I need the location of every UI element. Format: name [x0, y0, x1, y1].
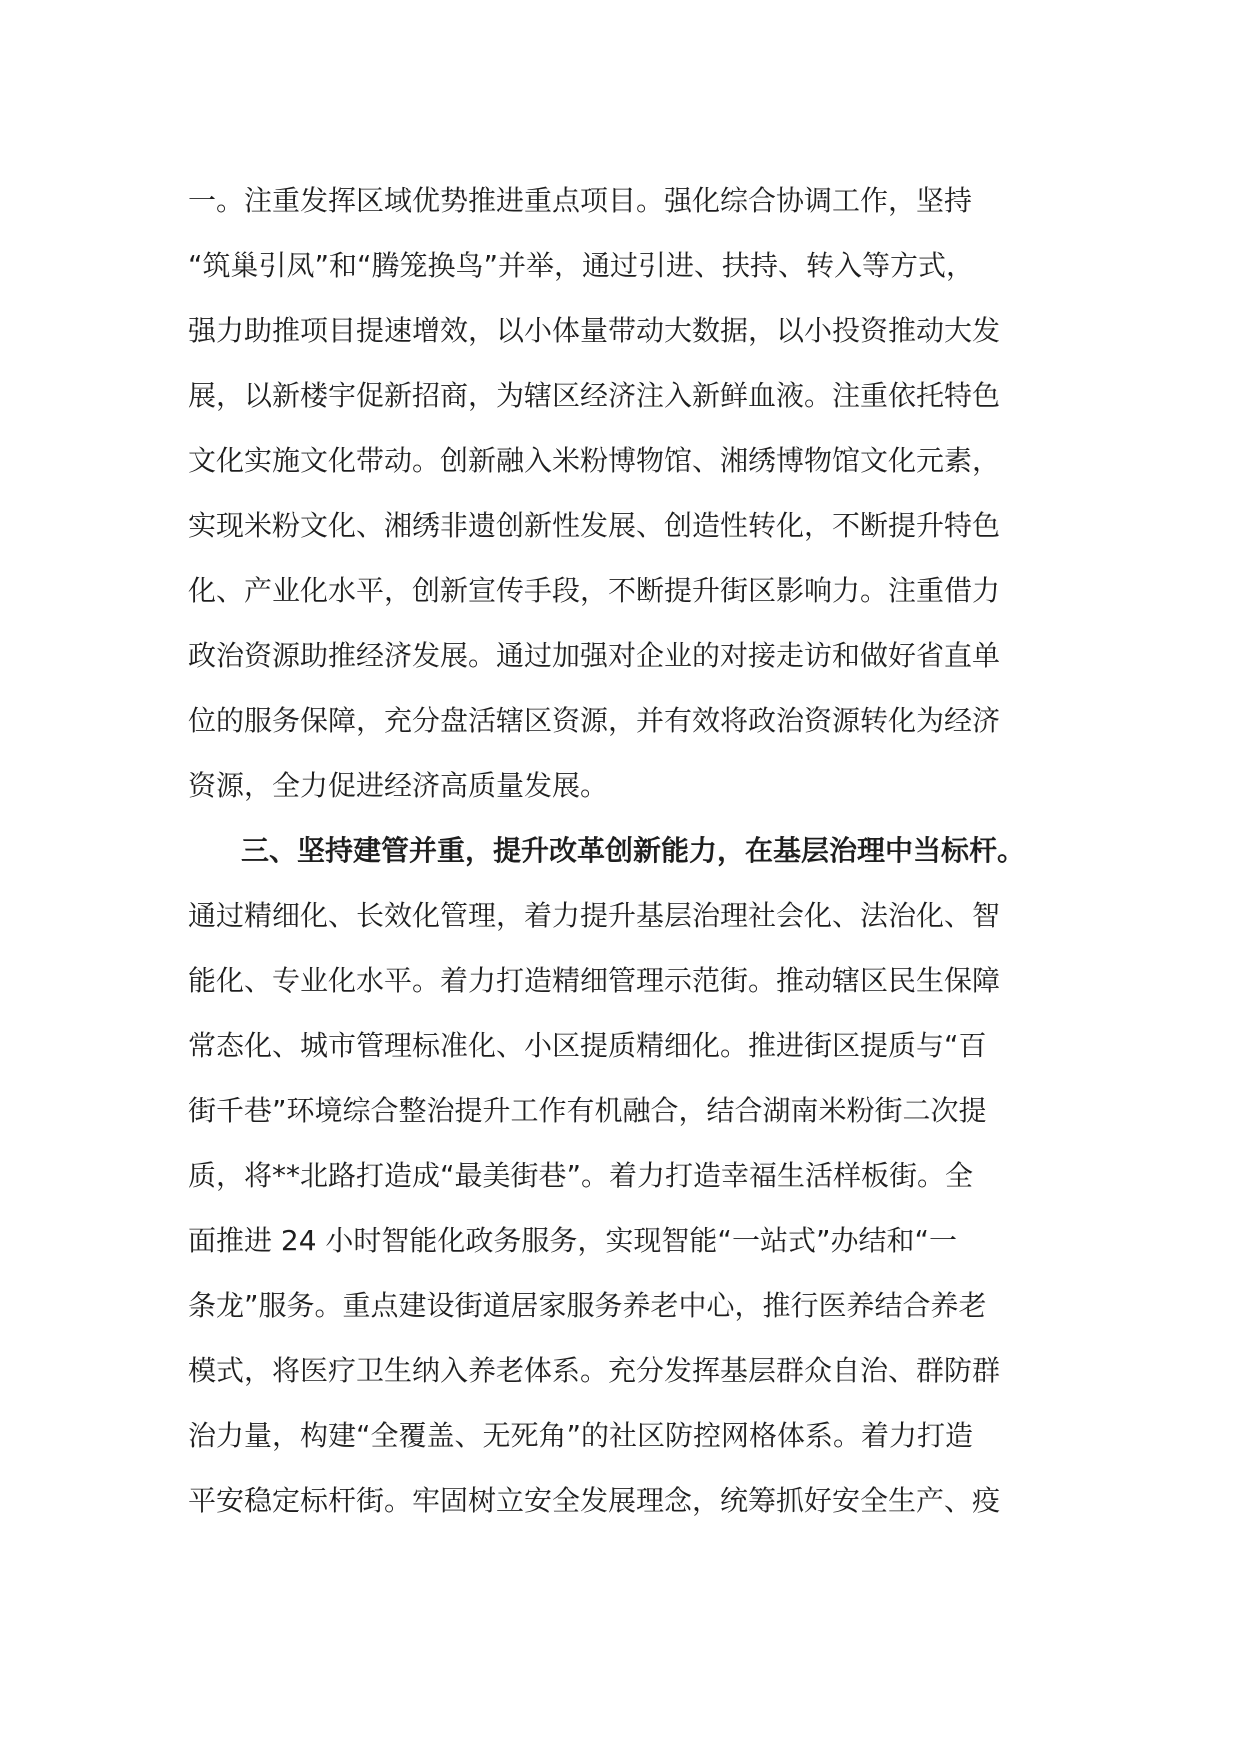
text-line: 强力助推项目提速增效，以小体量带动大数据，以小投资推动大发	[188, 314, 1001, 347]
text-line: 面推进 24 小时智能化政务服务，实现智能“一站式”办结和“一	[188, 1224, 957, 1257]
text-line: 条龙”服务。重点建设街道居家服务养老中心，推行医养结合养老	[188, 1289, 987, 1322]
text-line: 实现米粉文化、湘绣非遗创新性发展、创造性转化，不断提升特色	[188, 509, 1001, 542]
text-line: 模式，将医疗卫生纳入养老体系。充分发挥基层群众自治、群防群	[188, 1354, 1001, 1387]
text-line: “筑巢引凤”和“腾笼换鸟”并举，通过引进、扶持、转入等方式，	[188, 249, 975, 282]
text-line: 平安稳定标杆街。牢固树立安全发展理念，统筹抓好安全生产、疫	[188, 1484, 1001, 1517]
section-heading: 三、坚持建管并重，提升改革创新能力，在基层治理中当标杆。	[241, 834, 1026, 867]
text-line: 常态化、城市管理标准化、小区提质精细化。推进街区提质与“百	[188, 1029, 987, 1062]
text-line: 街千巷”环境综合整治提升工作有机融合，结合湖南米粉街二次提	[188, 1094, 987, 1127]
text-line: 化、产业化水平，创新宣传手段，不断提升街区影响力。注重借力	[188, 574, 1001, 607]
document-page	[188, 168, 1088, 1533]
text-line: 资源，全力促进经济高质量发展。	[188, 769, 609, 802]
text-line: 治力量，构建“全覆盖、无死角”的社区防控网格体系。着力打造	[188, 1419, 974, 1452]
text-line: 一。注重发挥区域优势推进重点项目。强化综合协调工作，坚持	[188, 184, 973, 217]
text-line: 质，将**北路打造成“最美街巷”。着力打造幸福生活样板街。全	[188, 1159, 974, 1192]
text-line: 政治资源助推经济发展。通过加强对企业的对接走访和做好省直单	[188, 639, 1001, 672]
text-line: 能化、专业化水平。着力打造精细管理示范街。推动辖区民生保障	[188, 964, 1001, 997]
paragraph-project-advantage	[188, 168, 1088, 818]
section-three	[188, 818, 1088, 1533]
text-line: 通过精细化、长效化管理，着力提升基层治理社会化、法治化、智	[188, 899, 1001, 932]
text-line: 展，以新楼宇促新招商，为辖区经济注入新鲜血液。注重依托特色	[188, 379, 1001, 412]
text-line: 位的服务保障，充分盘活辖区资源，并有效将政治资源转化为经济	[188, 704, 1001, 737]
text-line: 文化实施文化带动。创新融入米粉博物馆、湘绣博物馆文化元素，	[188, 444, 1001, 477]
